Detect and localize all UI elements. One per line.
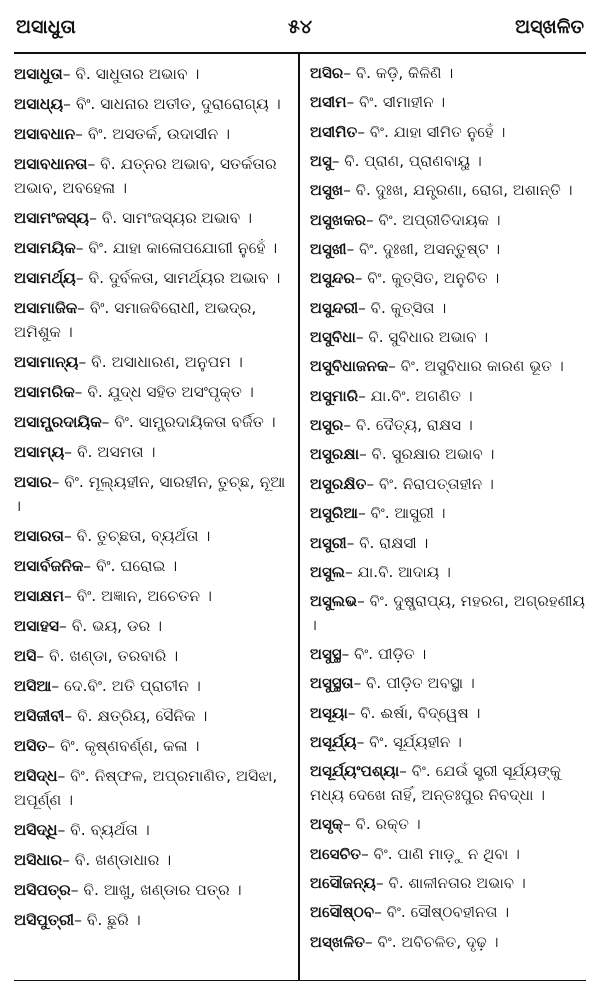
entry-headword: ଅସାମୟିକ (14, 239, 76, 257)
entry-definition: – ବି. ଖଣ୍ଡା, ତରବାରି । (36, 647, 179, 665)
entry-headword: ଅସୁବିଧାଜନକ (310, 357, 389, 376)
entry-headword: ଅସେଚିତ (310, 844, 362, 863)
entry-headword: ଅସିତ (14, 737, 48, 755)
dictionary-entry (310, 62, 586, 86)
entry-headword: ଅସୁଖ (310, 181, 344, 200)
entry-headword: ଅସୂର୍ଯ୍ୟ (310, 733, 357, 752)
entry-definition: – ବି. ଦୈତ୍ୟ, ରାକ୍ଷସ । (343, 416, 473, 435)
entry-definition: – ବିଂ. ଅପ୍ରୀତିଦାୟକ । (365, 210, 501, 229)
entry-headword: ଅସୀମିତ (310, 122, 358, 141)
entry-definition: – ବିଂ. ନିଷ୍ଫଳ, ଅପ୍ରମାଣିତ, ଅସିଝା, ଅପୂର୍ଣ୍ଣ । (14, 767, 278, 809)
entry-definition: – ବି. ଆଖୁ, ଖଣ୍ଡାର ପତ୍ର । (70, 881, 242, 899)
guide-word-right: ଅସ୍ଖଳିତ (515, 16, 584, 38)
dictionary-entry (14, 410, 292, 434)
entry-headword: ଅସିଦ୍ଧି (14, 821, 58, 839)
entry-definition: – ବି. ଈର୍ଷା, ବିଦ୍ୱେଷ । (347, 703, 481, 722)
entry-definition: – ବିଂ. ମୂଲ୍ୟହୀନ, ସାରହୀନ, ତୁଚ୍ଛ, ନୂଆ । (14, 473, 286, 515)
entry-definition: – ବି. ଅସାଧାରଣ, ଅନୁପମ । (78, 353, 243, 371)
entry-headword: ଅସୁନ୍ଦର (310, 269, 355, 288)
entry-definition: – ବିଂ. ସାମ୍ପ୍ରଦାୟିକତା ବର୍ଜିତ । (101, 413, 276, 431)
dictionary-entry (14, 584, 292, 608)
dictionary-entry (14, 350, 292, 374)
page-header (0, 0, 600, 48)
entry-headword: ଅସୁମାରି (310, 386, 359, 405)
dictionary-entry (310, 502, 586, 526)
dictionary-entry (310, 731, 586, 755)
entry-headword: ଅସିର (310, 64, 344, 82)
dictionary-entry (310, 872, 586, 896)
dictionary-entry (14, 206, 292, 230)
entry-headword: ଅସୁରକ୍ଷା (310, 445, 360, 464)
entry-definition: – ବିଂ. ଘରୋଇ । (83, 557, 178, 575)
entry-headword: ଅସୁଲ (310, 562, 346, 581)
dictionary-entry (310, 561, 586, 585)
entry-headword: ଅସିଜୀବୀ (14, 707, 65, 725)
entry-definition: – ବିଂ. ନିରାପତ୍ତାହୀନ । (366, 474, 494, 493)
entry-definition: – ବିଂ. କୁତ୍ସିତ, ଅନୁଚିତ । (354, 269, 500, 288)
entry-definition: – ବି. ଭୟ, ଡର । (59, 617, 163, 635)
entry-definition: – ବିଂ. ସୌଷ୍ଠବହୀନତା । (374, 903, 510, 922)
page-number: ୫୪ (287, 16, 313, 38)
dictionary-entry (14, 266, 292, 290)
entry-headword: ଅସିଆ (14, 677, 52, 695)
dictionary-entry (310, 473, 586, 497)
entry-headword: ଅସିପୁତ୍ରୀ (14, 911, 75, 929)
dictionary-entry (14, 296, 292, 344)
dictionary-entry (310, 209, 586, 233)
entry-definition: – ବି. ତୁଚ୍ଛତା, ବ୍ୟର୍ଥତା । (63, 527, 211, 545)
entry-headword: ଅସାଧ୍ୟ (14, 95, 64, 113)
dictionary-entry (14, 734, 292, 758)
entry-headword: ଅସାହସ (14, 617, 60, 635)
dictionary-entry (310, 532, 586, 556)
entry-headword: ଅସୁରକ୍ଷିତ (310, 474, 367, 493)
dictionary-entry (14, 674, 292, 698)
entry-definition: – ବିଂ. ଅଜ୍ଞାନ, ଅଚେତନ । (64, 587, 212, 605)
entry-headword: ଅସିଧାର (14, 851, 63, 869)
entry-headword: ଅସୁଖକର (310, 210, 366, 229)
entry-definition: – ବି. ରକ୍ତ । (343, 815, 421, 834)
entry-headword: ଅସୁସ୍ଥ (310, 645, 342, 664)
dictionary-entry (310, 901, 586, 925)
dictionary-entry (14, 92, 292, 116)
entry-definition: – ବି. କ୍ଷତ୍ରିୟ, ସୈନିକ । (64, 707, 208, 725)
entry-definition: – ବି. କଡ଼ି, କିଳିଣି । (343, 64, 454, 82)
dictionary-entry (310, 326, 586, 350)
dictionary-entry (14, 818, 292, 842)
entry-headword: ଅସାମାନ୍ୟ (14, 353, 79, 371)
entry-definition: – ବି. ରାକ୍ଷସୀ । (346, 533, 429, 552)
entry-definition: – ବିଂ. ଦୁଃଖୀ, ଅସନ୍ତୁଷ୍ଟ । (346, 240, 501, 259)
entry-definition: – ବି. ପ୍ରାଣ, ପ୍ରାଣବାୟୁ । (331, 152, 482, 171)
entry-definition: – ବି. ଦୁଃଖ, ଯନ୍ତ୍ରଣା, ରୋଗ, ଅଶାନ୍ତି । (343, 181, 573, 200)
entry-headword: ଅସାମାଜିକ (14, 299, 78, 317)
dictionary-entry (310, 385, 586, 409)
dictionary-entry (310, 931, 586, 955)
dictionary-entry (14, 524, 292, 548)
entry-headword: ଅସାବଧାନତା (14, 155, 88, 173)
entry-definition: – ବିଂ. ଯେଉଁ ସ୍ତ୍ରୀ ସୂର୍ଯ୍ୟଙ୍କୁ ମଧ୍ୟ ଦେଖେ ନାହିଁ, ଅନ୍ତଃପୁର ନିବଦ୍ଧା । (310, 762, 562, 804)
entry-headword: ଅସୁରୀ (310, 533, 347, 552)
entry-definition: – ବିଂ. ଯାହା ସୀମିତ ନୁହେଁ । (357, 122, 506, 141)
entry-headword: ଅସୁରିଆ (310, 504, 359, 523)
entry-definition: – ବିଂ. ସୀମାହୀନ । (346, 93, 446, 112)
entry-definition: – ବିଂ. ଅବିଚଳିତ, ଦୃଢ଼ । (365, 932, 499, 951)
entry-headword: ଅସୀମ (310, 93, 347, 112)
entry-headword: ଅସାର (14, 473, 52, 491)
entry-definition: – ବିଂ. ଯାହା କାଳୋପଯୋଗୀ ନୁହେଁ । (75, 239, 278, 257)
dictionary-entry (310, 590, 586, 637)
dictionary-entry (14, 440, 292, 464)
entry-headword: ଅସୁସ୍ଥତା (310, 674, 354, 693)
dictionary-entry (14, 848, 292, 872)
dictionary-entry (14, 380, 292, 404)
dictionary-entry (14, 614, 292, 638)
entry-headword: ଅସୁନ୍ଦରୀ (310, 298, 359, 317)
entry-headword: ଅସାଧୁତା (14, 65, 63, 83)
dictionary-entry (14, 764, 292, 812)
entry-definition: – ବି. ଛୁରି । (74, 911, 141, 929)
dictionary-entry (310, 238, 586, 262)
entry-definition: – ବି. ସାଧୁତାର ଅଭାବ । (62, 65, 200, 83)
entry-headword: ଅସୁବିଧା (310, 328, 356, 347)
dictionary-entry (14, 122, 292, 146)
entry-headword: ଅସିଦ୍ଧ (14, 767, 58, 785)
header-rule (14, 52, 586, 54)
dictionary-entry (14, 470, 292, 518)
dictionary-entry (310, 267, 586, 291)
entry-definition: – ବିଂ. ଅସତର୍କ, ଉଦାସୀନ । (75, 125, 231, 143)
dictionary-entry (14, 236, 292, 260)
entry-headword: ଅସ୍ଖଳିତ (310, 932, 366, 951)
dictionary-entry (14, 152, 292, 200)
entry-definition: – ବି. ବ୍ୟର୍ଥତା । (57, 821, 150, 839)
entry-headword: ଅସାମରିକ (14, 383, 75, 401)
entry-definition: – ବି. ଶାଳୀନତାର ଅଭାବ । (376, 874, 526, 893)
entry-definition: – ବିଂ. ସାଧନାର ଅତୀତ, ଦୁରାରୋଗ୍ୟ । (63, 95, 281, 113)
entry-definition: – ବିଂ. ସମାଜବିରୋଧୀ, ଅଭଦ୍ର, ଅମିଶୁକ । (14, 299, 257, 341)
entry-definition: – ବି. ଯତ୍ନର ଅଭାବ, ସତର୍କତାର ଅଭାବ, ଅବହେଳା । (14, 155, 277, 197)
dictionary-entry (310, 672, 586, 696)
entry-headword: ଅସି (14, 647, 37, 665)
dictionary-entry (310, 843, 586, 867)
entry-definition: – ବିଂ. ପୀଡ଼ିତ । (341, 645, 427, 664)
dictionary-entry (310, 702, 586, 726)
entry-definition: – ବି. ପୀଡ଼ିତ ଅବସ୍ଥା । (353, 674, 475, 693)
entry-definition: – ବି. ଖଣ୍ଡାଧାର । (62, 851, 172, 869)
entry-headword: ଅସୌଷ୍ଠବ (310, 903, 375, 922)
dictionary-entry (14, 644, 292, 668)
guide-word-left: ଅସାଧୁତା (16, 16, 76, 38)
entry-definition: – ବି. ଦୁର୍ବଳତା, ସାମର୍ଥ୍ୟର ଅଭାବ । (75, 269, 281, 287)
entry-headword: ଅସାମଂଜସ୍ୟ (14, 209, 90, 227)
entry-definition: – ଯା.ବିଂ. ଅଗଣିତ । (358, 386, 473, 405)
entry-definition: – ଯା.ବି. ଆଦାୟ । (345, 562, 451, 581)
entry-headword: ଅସାମ୍ପ୍ରଦାୟିକ (14, 413, 102, 431)
dictionary-entry (310, 643, 586, 667)
entry-headword: ଅସାମର୍ଥ୍ୟ (14, 269, 76, 287)
dictionary-entry (310, 150, 586, 174)
entry-headword: ଅସିପତ୍ର (14, 881, 71, 899)
entry-definition: – ବି. ଯୁଦ୍ଧ ସହିତ ଅସଂପୃକ୍ତ । (74, 383, 254, 401)
dictionary-entry (14, 908, 292, 932)
entry-definition: – ବି. ସୁରକ୍ଷାର ଅଭାବ । (359, 445, 495, 464)
entry-definition: – ବି. ସୁବିଧାର ଅଭାବ । (356, 328, 489, 347)
left-column (14, 62, 292, 938)
dictionary-entry (310, 443, 586, 467)
entry-definition: – ବିଂ. ଦୁଷ୍ପ୍ରାପ୍ୟ, ମହରଗ, ଅଗ୍ରହଣୀୟ । (310, 592, 586, 634)
entry-definition: – ବିଂ. ପାଣି ମାଡ଼ୁ ନ ଥିବା । (361, 844, 521, 863)
entry-definition: – ବିଂ. ଅସୁବିଧାର କାରଣ ଭୂତ । (388, 357, 564, 376)
dictionary-entry (310, 355, 586, 379)
dictionary-entry (14, 554, 292, 578)
dictionary-entry (14, 62, 292, 86)
entry-definition: – ଦେ.ବିଂ. ଅତି ପ୍ରାଚୀନ । (51, 677, 201, 695)
right-column (310, 62, 586, 960)
entry-headword: ଅସୁ (310, 152, 332, 171)
dictionary-entry (310, 813, 586, 837)
dictionary-entry (310, 297, 586, 321)
entry-headword: ଅସାରତା (14, 527, 64, 545)
dictionary-entry (14, 704, 292, 728)
entry-headword: ଅସାକ୍ଷମ (14, 587, 64, 605)
entry-definition: – ବି. ଅସମତା । (64, 443, 156, 461)
dictionary-entry (310, 414, 586, 438)
entry-headword: ଅସୂର୍ଯ୍ୟଂପଶ୍ୟା (310, 762, 400, 781)
entry-headword: ଅସୃକ୍ (310, 815, 344, 834)
entry-headword: ଅସାର୍ବଜନିକ (14, 557, 84, 575)
column-divider (298, 54, 300, 980)
dictionary-entry (310, 179, 586, 203)
entry-definition: – ବିଂ. ସୂର୍ଯ୍ୟହୀନ । (356, 733, 463, 752)
dictionary-entry (310, 760, 586, 807)
entry-headword: ଅସାମ୍ୟ (14, 443, 65, 461)
entry-definition: – ବିଂ. ଆସୁରୀ । (358, 504, 446, 523)
entry-headword: ଅସାବଧାନ (14, 125, 76, 143)
entry-definition: – ବିଂ. କୃଷ୍ଣବର୍ଣ୍ଣ, କଳା । (47, 737, 200, 755)
entry-headword: ଅସୁଲଭ (310, 592, 358, 611)
entry-headword: ଅସୌଜନ୍ୟ (310, 874, 377, 893)
dictionary-entry (310, 121, 586, 145)
dictionary-entry (310, 91, 586, 115)
entry-definition: – ବି. ସାମଂଜସ୍ୟର ଅଭାବ । (89, 209, 253, 227)
entry-headword: ଅସୁଖୀ (310, 240, 347, 259)
footer-rule (14, 980, 586, 981)
entry-headword: ଅସୁର (310, 416, 344, 435)
entry-headword: ଅସୂୟା (310, 703, 348, 722)
dictionary-entry (14, 878, 292, 902)
entry-definition: – ବି. କୁତ୍ସିତା । (358, 298, 447, 317)
